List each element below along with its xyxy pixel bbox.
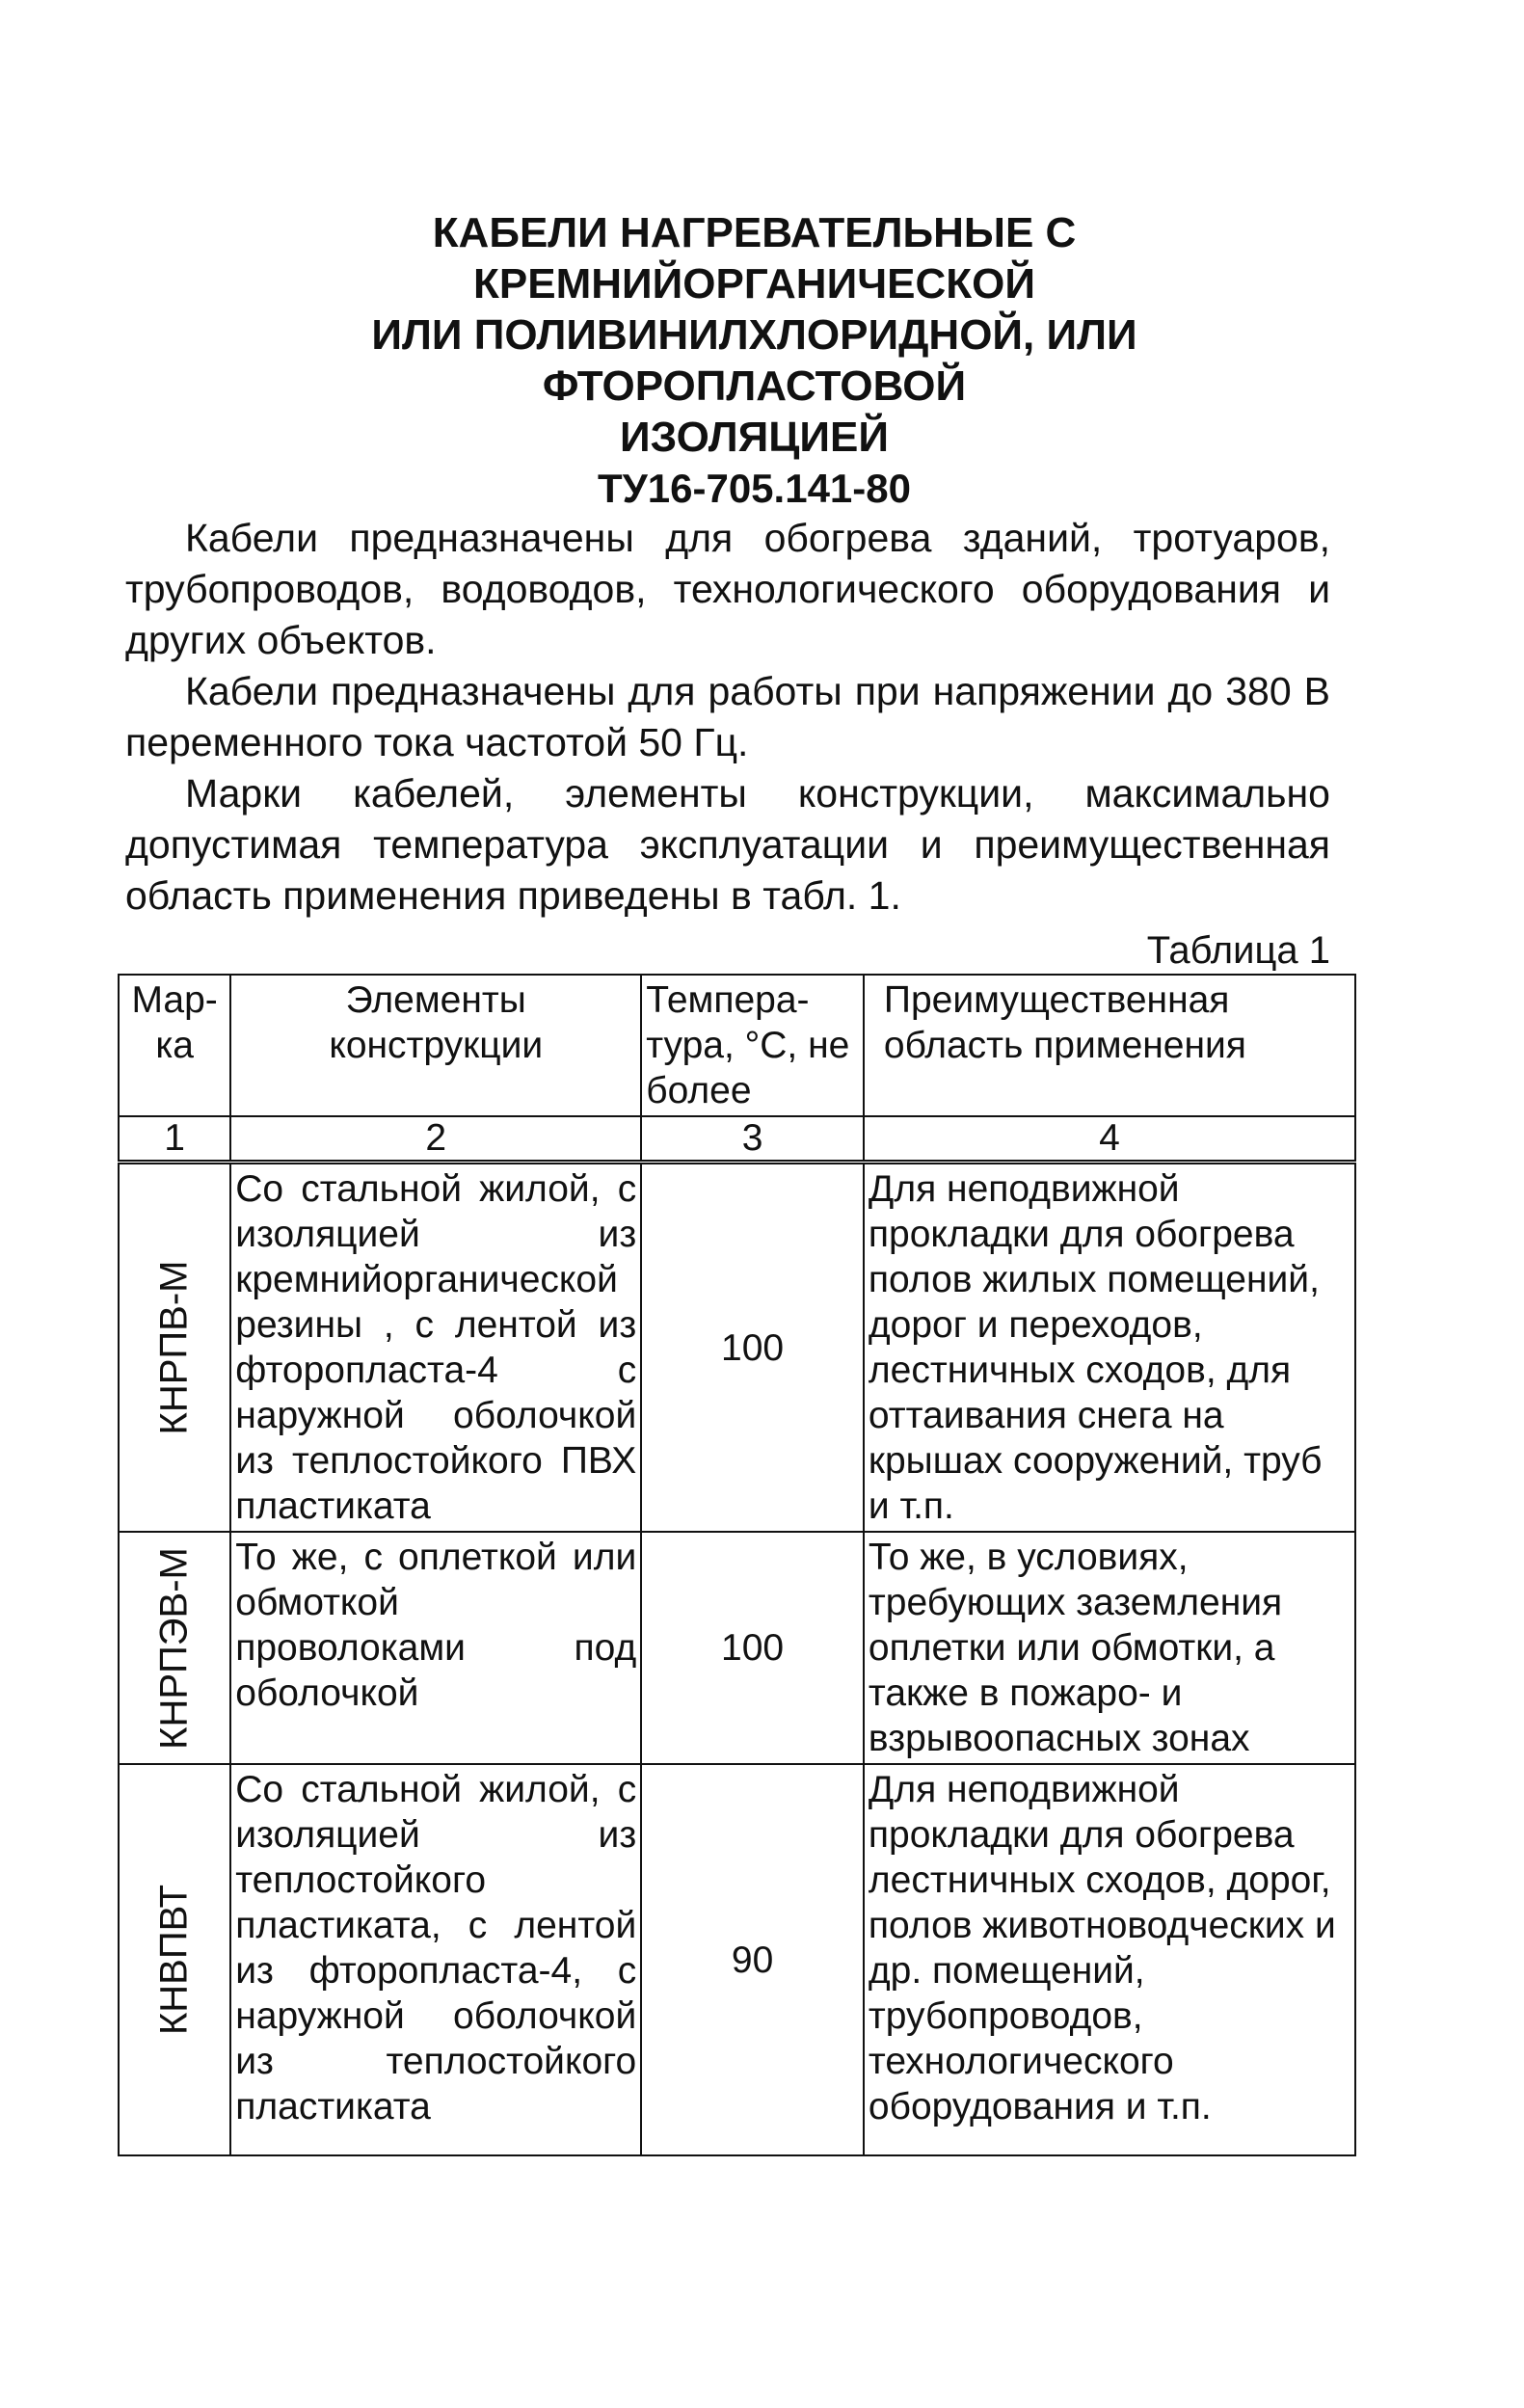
elements-cell: Со стальной жилой, с изоляцией из кремнийорганической резины , с лентой из фторопласта-4 с наружной оболочкой из теплостойкого ПВХ пластиката [230, 1163, 641, 1533]
brand-label: КНРПВ-М [152, 1260, 196, 1435]
brand-cell [119, 1163, 230, 1533]
header-brand: Мар-ка [119, 975, 230, 1116]
standard-number: ТУ16-705.141-80 [597, 466, 911, 511]
brand-cell [119, 1532, 230, 1764]
table-row [119, 1532, 1355, 1764]
column-number: 3 [641, 1116, 864, 1163]
application-cell: То же, в условиях, требующих заземления оплетки или обмотки, а также в пожаро- и взрывоопасных зонах [864, 1532, 1355, 1764]
application-cell: Для неподвижной прокладки для обогрева лестничных сходов, дорог, полов животноводческих и др. помещений, трубопроводов, технологического оборудования и т.п. [864, 1764, 1355, 2155]
table-header-row [119, 975, 1355, 1116]
elements-cell: То же, с оплеткой или обмоткой проволоками под оболочкой [230, 1532, 641, 1764]
header-elements: Элементы конструкции [230, 975, 641, 1116]
temperature-cell: 100 [641, 1532, 864, 1764]
elements-cell: Со стальной жилой, с изоляцией из теплостойкого пластиката, с лентой из фторопласта-4, с наружной оболочкой из теплостойкого пластиката [230, 1764, 641, 2155]
application-cell: Для неподвижной прокладки для обогрева полов жилых помещений, дорог и переходов, лестничных сходов, для оттаивания снега на крышах сооружений, труб и т.п. [864, 1163, 1355, 1533]
column-number: 1 [119, 1116, 230, 1163]
brand-cell [119, 1764, 230, 2155]
brand-label: КНРПЭВ-М [152, 1546, 196, 1750]
temperature-cell: 90 [641, 1764, 864, 2155]
cable-table [118, 974, 1356, 2156]
title-line-3: ИЗОЛЯЦИЕЙ [620, 414, 889, 461]
document-page [120, 207, 1350, 2156]
title-line-2: ИЛИ ПОЛИВИНИЛХЛОРИДНОЙ, ИЛИ ФТОРОПЛАСТОВОЙ [371, 311, 1137, 410]
header-temperature: Темпера-тура, °С, не более [641, 975, 864, 1116]
title-line-1: КАБЕЛИ НАГРЕВАТЕЛЬНЫЕ С КРЕМНИЙОРГАНИЧЕСКОЙ [432, 209, 1077, 308]
document-title [120, 207, 1350, 463]
temperature-cell: 100 [641, 1163, 864, 1533]
column-number-row [119, 1116, 1355, 1163]
paragraph-voltage: Кабели предназначены для работы при напряжении до 380 В переменного тока частотой 50 Гц. [125, 669, 1330, 764]
paragraph-purpose: Кабели предназначены для обогрева зданий, тротуаров, трубопроводов, водоводов, технологического оборудования и других объектов. [125, 516, 1330, 662]
header-application: Преимущественная область применения [864, 975, 1355, 1116]
paragraph-table-reference: Марки кабелей, элементы конструкции, максимально допустимая температура эксплуатации и преимущественная область применения приведены в табл. 1. [125, 771, 1330, 918]
table-row [119, 1764, 1355, 2155]
column-number: 2 [230, 1116, 641, 1163]
column-number: 4 [864, 1116, 1355, 1163]
brand-label: КНВПВТ [152, 1884, 196, 2036]
table-caption: Таблица 1 [1146, 929, 1330, 972]
table-row [119, 1163, 1355, 1533]
